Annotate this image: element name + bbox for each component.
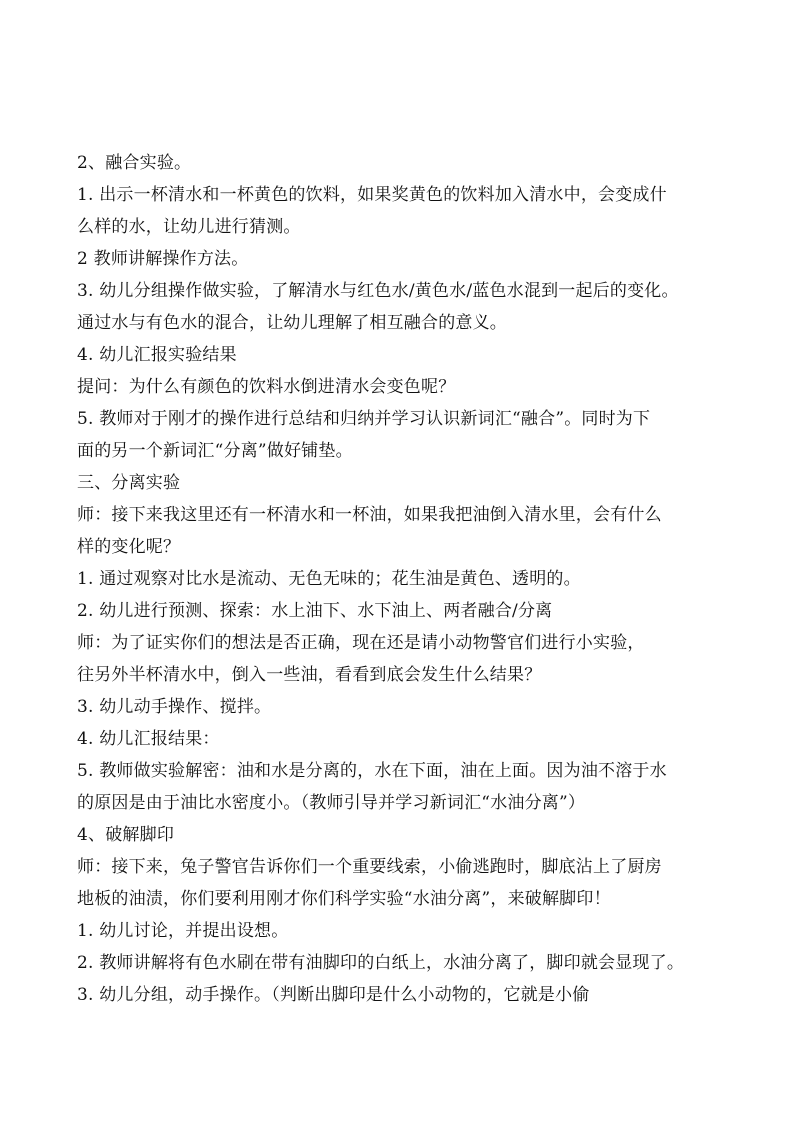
paragraph-line: 3. 幼儿动手操作、搅拌。 — [77, 697, 272, 717]
paragraph-line: 面的另一个新词汇“分离”做好铺垫。 — [77, 441, 353, 461]
paragraph-line: 2. 幼儿进行预测、探索：水上油下、水下油上、两者融合/分离 — [77, 601, 553, 621]
section-heading-separation: 三、分离实验 — [77, 473, 181, 493]
paragraph-line: 师：接下来，兔子警官告诉你们一个重要线索，小偷逃跑时，脚底沾上了厨房 — [77, 857, 662, 877]
paragraph-line: 提问：为什么有颜色的饮料水倒进清水会变色呢？ — [77, 377, 456, 397]
paragraph-line: 师：接下来我这里还有一杯清水和一杯油，如果我把油倒入清水里，会有什么 — [77, 505, 662, 525]
section-heading-footprint: 4、破解脚印 — [77, 825, 175, 845]
paragraph-line: 5. 教师做实验解密：油和水是分离的，水在下面，油在上面。因为油不溶于水 — [77, 761, 667, 781]
document-body — [77, 147, 757, 1011]
paragraph-line: 往另外半杯清水中，倒入一些油，看看到底会发生什么结果？ — [77, 665, 542, 685]
paragraph-line: 3. 幼儿分组，动手操作。（判断出脚印是什么小动物的，它就是小偷 — [77, 985, 590, 1005]
paragraph-line: 1. 幼儿讨论，并提出设想。 — [77, 921, 289, 941]
paragraph-line: 4. 幼儿汇报结果： — [77, 729, 220, 749]
paragraph-line: 1. 出示一杯清水和一杯黄色的饮料，如果奖黄色的饮料加入清水中，会变成什 — [77, 185, 667, 205]
paragraph-line: 4. 幼儿汇报实验结果 — [77, 345, 237, 365]
section-heading-fusion: 2、融合实验。 — [77, 153, 192, 173]
paragraph-line: 5. 教师对于刚才的操作进行总结和归纳并学习认识新词汇“融合”。同时为下 — [77, 409, 651, 429]
paragraph-line: 地板的油渍，你们要利用刚才你们科学实验“水油分离”，来破解脚印！ — [77, 889, 611, 909]
paragraph-line: 1. 通过观察对比水是流动、无色无味的；花生油是黄色、透明的。 — [77, 569, 581, 589]
paragraph-line: 通过水与有色水的混合，让幼儿理解了相互融合的意义。 — [77, 313, 507, 333]
paragraph-line: 2 教师讲解操作方法。 — [77, 249, 249, 269]
paragraph-line: 的原因是由于油比水密度小。（教师引导并学习新词汇“水油分离”） — [77, 793, 586, 813]
paragraph-line: 师：为了证实你们的想法是否正确，现在还是请小动物警官们进行小实验， — [77, 633, 645, 653]
paragraph-line: 么样的水，让幼儿进行猜测。 — [77, 217, 301, 237]
paragraph-line: 2. 教师讲解将有色水刷在带有油脚印的白纸上，水油分离了，脚印就会显现了。 — [77, 953, 685, 973]
paragraph-line: 3. 幼儿分组操作做实验，了解清水与红色水/黄色水/蓝色水混到一起后的变化。 — [77, 281, 679, 301]
paragraph-line: 样的变化呢？ — [77, 537, 181, 557]
